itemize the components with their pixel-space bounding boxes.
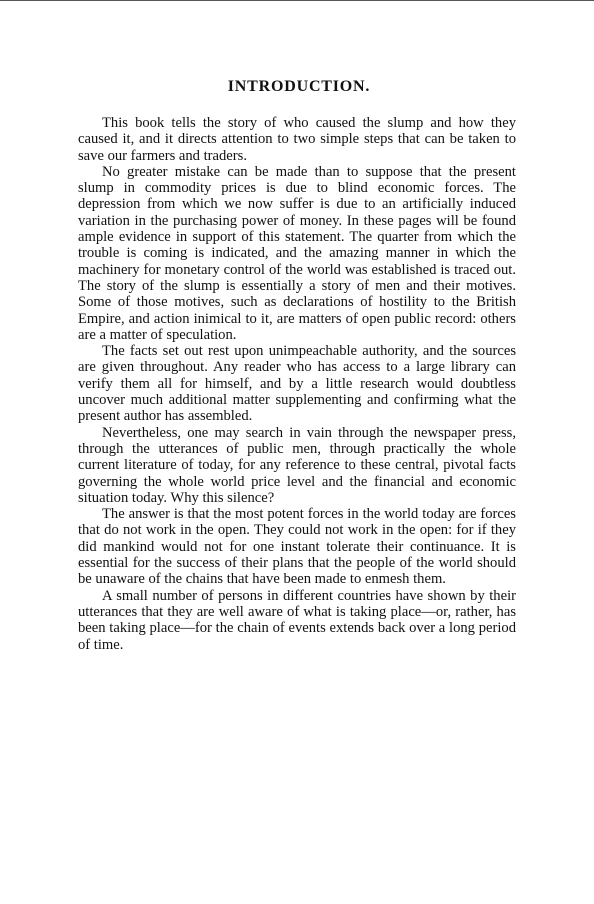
top-border-line (0, 0, 594, 1)
paragraph-2: No greater mistake can be made than to suppose that the present slump in commodity prices is due to blind economic forces. The depression from which we now suffer is due to an artificially induced variation in the purchasing power of money. In these pages will be found ample evidence in support of this statement. The quarter from which the trouble is coming is indicated, and the amazing manner in which the machinery for monetary control of the world was established is traced out. The story of the slump is essentially a story of men and their motives. Some of those motives, such as declarations of hostility to the British Empire, and action inimical to it, are matters of open public record: others are a matter of speculation. (78, 163, 516, 343)
document-page (78, 78, 516, 653)
page-title: INTRODUCTION. (227, 78, 371, 95)
paragraph-4: Nevertheless, one may search in vain through the newspaper press, through the utterances of public men, through practically the whole current literature of today, for any reference to these central, pivotal facts governing the whole world price level and the financial and economic situation today. Why this silence? (78, 424, 516, 506)
paragraph-1: This book tells the story of who caused the slump and how they caused it, and it directs attention to two simple steps that can be taken to save our farmers and traders. (78, 115, 516, 164)
paragraph-6: A small number of persons in different countries have shown by their utterances that they are well aware of what is taking place—or, rather, has been taking place—for the chain of events extends back over a long period of time. (78, 587, 516, 653)
paragraph-5: The answer is that the most potent forces in the world today are forces that do not work in the open. They could not work in the open: for if they did mankind would not for one instant tolerate their continuance. It is essential for the success of their plans that the people of the world should be unaware of the chains that have been made to enmesh them. (78, 506, 516, 588)
paragraph-3: The facts set out rest upon unimpeachable authority, and the sources are given throughout. Any reader who has access to a large library can verify them all for himself, and by a little research would doubtless uncover much additional matter supplementing and confirming what the present author has assembled. (78, 343, 516, 425)
